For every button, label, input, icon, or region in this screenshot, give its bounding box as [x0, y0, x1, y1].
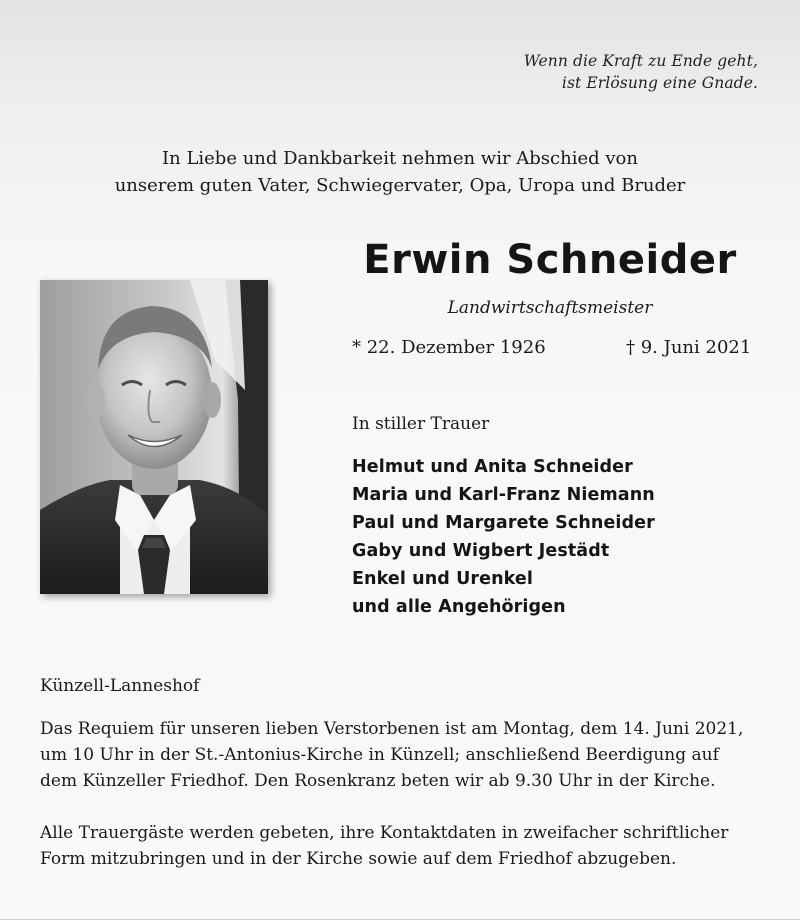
list-item: Helmut und Anita Schneider — [352, 457, 633, 477]
portrait-photo-icon — [40, 280, 268, 594]
deceased-profession: Landwirtschaftsmeister — [447, 298, 653, 318]
quote-line: Wenn die Kraft zu Ende geht, — [523, 52, 758, 70]
list-item: Enkel und Urenkel — [352, 569, 533, 589]
intro-line: unserem guten Vater, Schwiegervater, Opa, Uropa und Bruder — [114, 175, 686, 196]
intro-line: In Liebe und Dankbarkeit nehmen wir Abschied von — [162, 148, 638, 169]
quote — [524, 50, 758, 94]
intro-text — [0, 145, 800, 199]
mourners-list — [352, 453, 655, 621]
death-date: † 9. Juni 2021 — [626, 337, 752, 358]
deceased-name: Erwin Schneider — [363, 237, 737, 283]
paragraph-line: Form mitzubringen und in der Kirche sowie auf dem Friedhof abzugeben. — [40, 849, 677, 869]
list-item: und alle Angehörigen — [352, 597, 566, 617]
mourning-label: In stiller Trauer — [352, 414, 490, 434]
requiem-paragraph — [40, 716, 760, 794]
portrait-photo — [40, 280, 268, 594]
paragraph-line: um 10 Uhr in der St.-Antonius-Kirche in Künzell; anschließend Beerdigung auf — [40, 745, 719, 765]
list-item: Paul und Margarete Schneider — [352, 513, 655, 533]
paragraph-line: Alle Trauergäste werden gebeten, ihre Kontaktdaten in zweifacher schriftlicher — [40, 823, 729, 843]
paragraph-line: dem Künzeller Friedhof. Den Rosenkranz beten wir ab 9.30 Uhr in der Kirche. — [40, 771, 716, 791]
quote-line: ist Erlösung eine Gnade. — [561, 74, 758, 92]
list-item: Gaby und Wigbert Jestädt — [352, 541, 610, 561]
location: Künzell-Lanneshof — [40, 676, 200, 696]
list-item: Maria und Karl-Franz Niemann — [352, 485, 655, 505]
notice-paragraph — [40, 820, 760, 872]
birth-date: * 22. Dezember 1926 — [352, 337, 546, 358]
paragraph-line: Das Requiem für unseren lieben Verstorbenen ist am Montag, dem 14. Juni 2021, — [40, 719, 744, 739]
